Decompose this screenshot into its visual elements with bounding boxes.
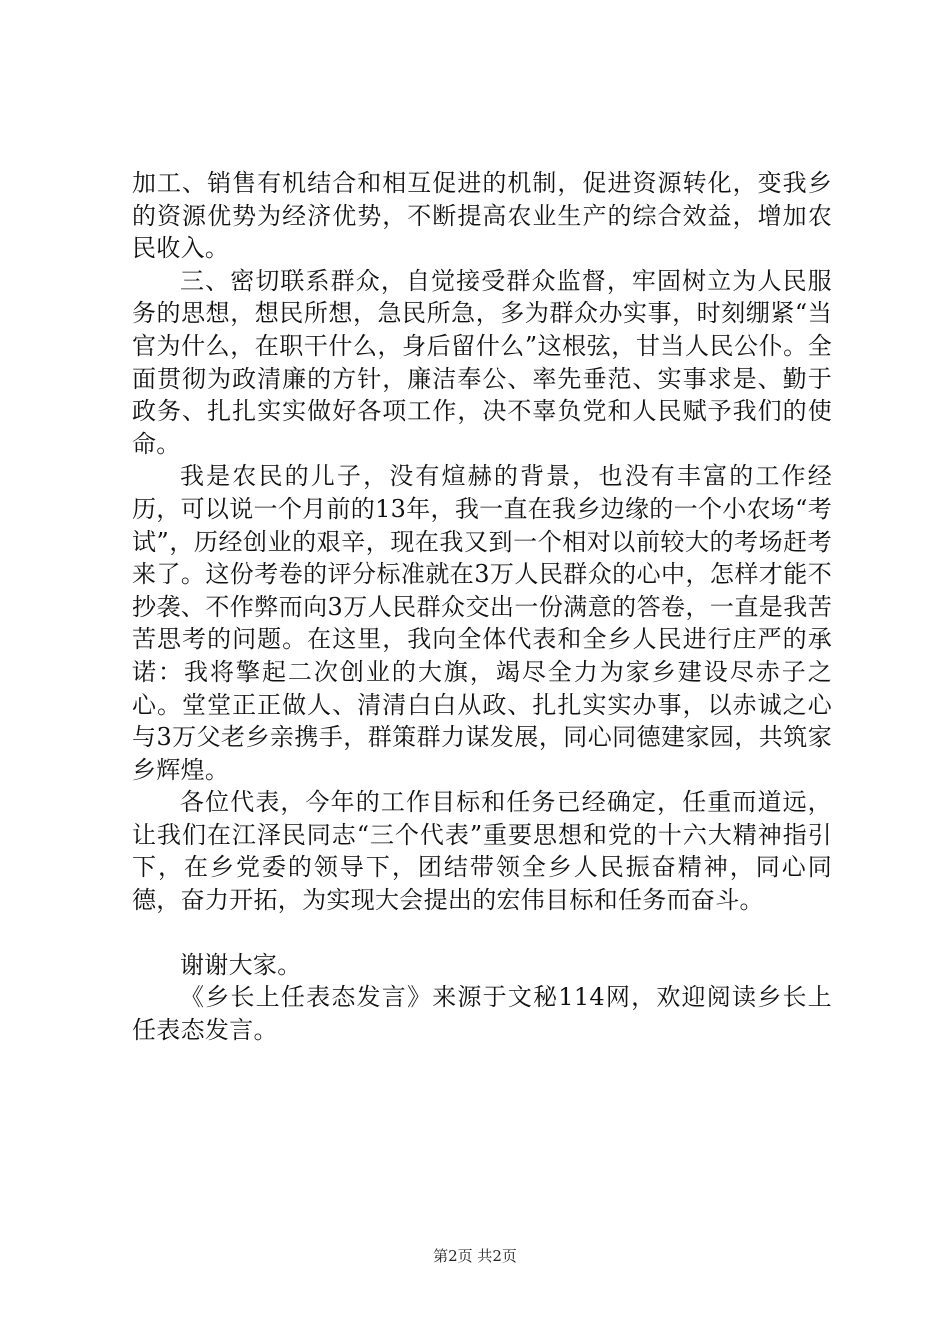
paragraph-section-three: 三、密切联系群众，自觉接受群众监督，牢固树立为人民服务的思想，想民所想，急民所急，多为群众办实事，时刻绷紧“当官为什么，在职干什么，身后留什么”这根弦，甘当人民公仆。全面贯彻为政清廉的方针，廉洁奉公、率先垂范、实事求是、勤于政务、扎扎实实做好各项工作，决不辜负党和人民赋予我们的使命。 <box>132 266 832 458</box>
paragraph-source-note: 《乡长上任表态发言》来源于文秘114网，欢迎阅读乡长上任表态发言。 <box>132 983 832 1044</box>
paragraph-personal-pledge: 我是农民的儿子，没有煊赫的背景，也没有丰富的工作经历，可以说一个月前的13年，我一直在我乡边缘的一个小农场“考试”，历经创业的艰辛，现在我又到一个相对以前较大的考场赶考来了。这份考卷的评分标准就在3万人民群众的心中，怎样才能不抄袭、不作弊而向3万人民群众交出一份满意的答卷，一直是我苦苦思考的问题。在这里，我向全体代表和全乡人民进行庄严的承诺：我将擎起二次创业的大旗，竭尽全力为家乡建设尽赤子之心。堂堂正正做人、清清白白从政、扎扎实实办事，以赤诚之心与3万父老乡亲携手，群策群力谋发展，同心同德建家园，共筑家乡辉煌。 <box>132 462 832 784</box>
paragraph-thanks: 谢谢大家。 <box>180 950 302 979</box>
paragraph-closing-call: 各位代表，今年的工作目标和任务已经确定，任重而道远，让我们在江泽民同志“三个代表”重要思想和党的十六大精神指引下，在乡党委的领导下，团结带领全乡人民振奋精神，同心同德，奋力开拓，为实现大会提出的宏伟目标和任务而奋斗。 <box>132 788 832 915</box>
page-number-footer: 第2页 共2页 <box>433 1247 517 1265</box>
document-body <box>132 167 832 1046</box>
paragraph-spacer <box>132 917 832 949</box>
paragraph-continuation: 加工、销售有机结合和相互促进的机制，促进资源转化，变我乡的资源优势为经济优势，不断提高农业生产的综合效益，增加农民收入。 <box>132 169 832 263</box>
